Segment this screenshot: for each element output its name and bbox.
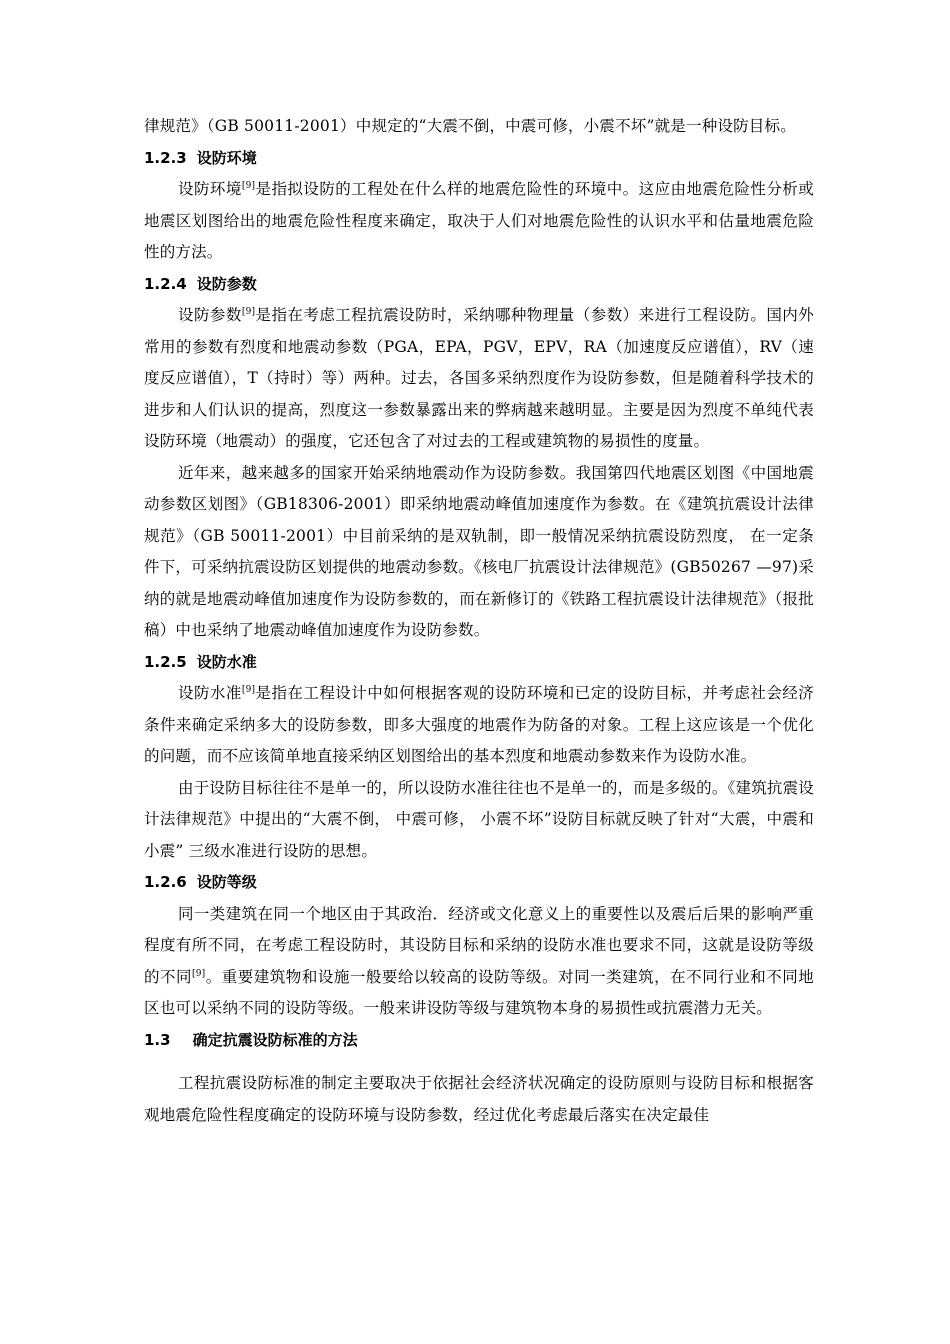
term: 设防环境 [178, 180, 242, 198]
paragraph-defense-environment [144, 174, 814, 269]
paragraph-defense-parameters [144, 300, 814, 458]
term: 设防参数 [178, 306, 242, 324]
paragraph-method: 工程抗震设防标准的制定主要取决于依据社会经济状况确定的设防原则与设防目标和根据客观地震危险性程度确定的设防环境与设防参数，经过优化考虑最后落实在决定最佳 [144, 1074, 814, 1124]
paragraph-multi-level: 由于设防目标往往不是单一的，所以设防水准往往也不是单一的，而是多级的。《建筑抗震设计法律规范》中提出的“大震不倒， 中震可修， 小震不坏”设防目标就反映了针对“大震，中震和小震” 三级水准进行设防的思想。 [144, 778, 814, 860]
heading-number: 1.3 [144, 1030, 171, 1049]
citation-ref: [9] [192, 968, 206, 979]
heading-1-2-6 [144, 867, 814, 899]
heading-title: 设防等级 [196, 873, 257, 891]
body-text: 是指在工程设计中如何根据客观的设防环境和已定的设防目标，并考虑社会经济条件来确定采纳多大的设防参数，即多大强度的地震作为防备的对象。工程上这应该是一个优化的问题，而不应该简单地直接采纳区划图给出的基本烈度和地震动参数来作为设防水准。 [144, 684, 814, 765]
paragraph-recent-years: 近年来，越来越多的国家开始采纳地震动作为设防参数。我国第四代地震区划图《中国地震动参数区划图》（GB18306-2001）即采纳地震动峰值加速度作为参数。在《建筑抗震设计法律规范》（GB 50011-2001）中目前采纳的是双轨制，即一般情况采纳抗震设防烈度， 在一定条件下，可采纳抗震设防区划提供的地震动参数。《核电厂抗震设计法律规范》(GB50267 —97)采纳的就是地震动峰值加速度作为设防参数的，而在新修订的《铁路工程抗震设计法律规范》（报批稿）中也采纳了地震动峰值加速度作为设防参数。 [144, 463, 814, 639]
citation-ref: [9] [241, 307, 256, 317]
paragraph-continued: 律规范》（GB 50011-2001）中规定的“大震不倒，中震可修，小震不坏”就是一种设防目标。 [144, 117, 796, 135]
paragraph-defense-level [144, 678, 814, 773]
citation-ref: [9] [241, 181, 256, 191]
heading-title: 设防参数 [196, 274, 257, 293]
citation-ref: [9] [241, 685, 256, 695]
heading-1-3 [144, 1025, 814, 1057]
heading-number: 1.2.4 [144, 274, 187, 293]
body-text: 。重要建筑物和设施一般要给以较高的设防等级。对同一类建筑，在不同行业和不同地区也可以采纳不同的设防等级。一般来讲设防等级与建筑物本身的易损性或抗震潜力无关。 [144, 967, 814, 1017]
heading-1-2-5 [144, 647, 814, 679]
term: 设防水准 [178, 684, 242, 702]
heading-title: 设防环境 [196, 148, 257, 167]
heading-1-2-3 [144, 143, 814, 175]
heading-number: 1.2.6 [144, 873, 187, 891]
heading-number: 1.2.3 [144, 148, 187, 167]
heading-title: 确定抗震设防标准的方法 [192, 1030, 358, 1049]
body-text: 同一类建筑在同一个地区由于其政治．经济或文化意义上的重要性以及震后后果的影响严重程度有所不同，在考虑工程设防时，其设防目标和采纳的设防水准也要求不同，这就是设防等级的不同 [144, 904, 814, 986]
heading-number: 1.2.5 [144, 652, 187, 671]
body-text: 是指在考虑工程抗震设防时，采纳哪种物理量（参数）来进行工程设防。国内外常用的参数有烈度和地震动参数（PGA，EPA，PGV，EPV，RA（加速度反应谱值），RV（速度反应谱值），T（持时）等）两种。过去，各国多采纳烈度作为设防参数，但是随着科学技术的进步和人们认识的提高，烈度这一参数暴露出来的弊病越来越明显。主要是因为烈度不单纯代表设防环境（地震动）的强度，它还包含了对过去的工程或建筑物的易损性的度量。 [144, 306, 814, 450]
heading-1-2-4 [144, 269, 814, 301]
body-text: 是指拟设防的工程处在什么样的地震危险性的环境中。这应由地震危险性分析或地震区划图给出的地震危险性程度来确定，取决于人们对地震危险性的认识水平和估量地震危险性的方法。 [144, 180, 814, 261]
heading-title: 设防水准 [196, 652, 257, 671]
paragraph-defense-grade [144, 899, 814, 1025]
